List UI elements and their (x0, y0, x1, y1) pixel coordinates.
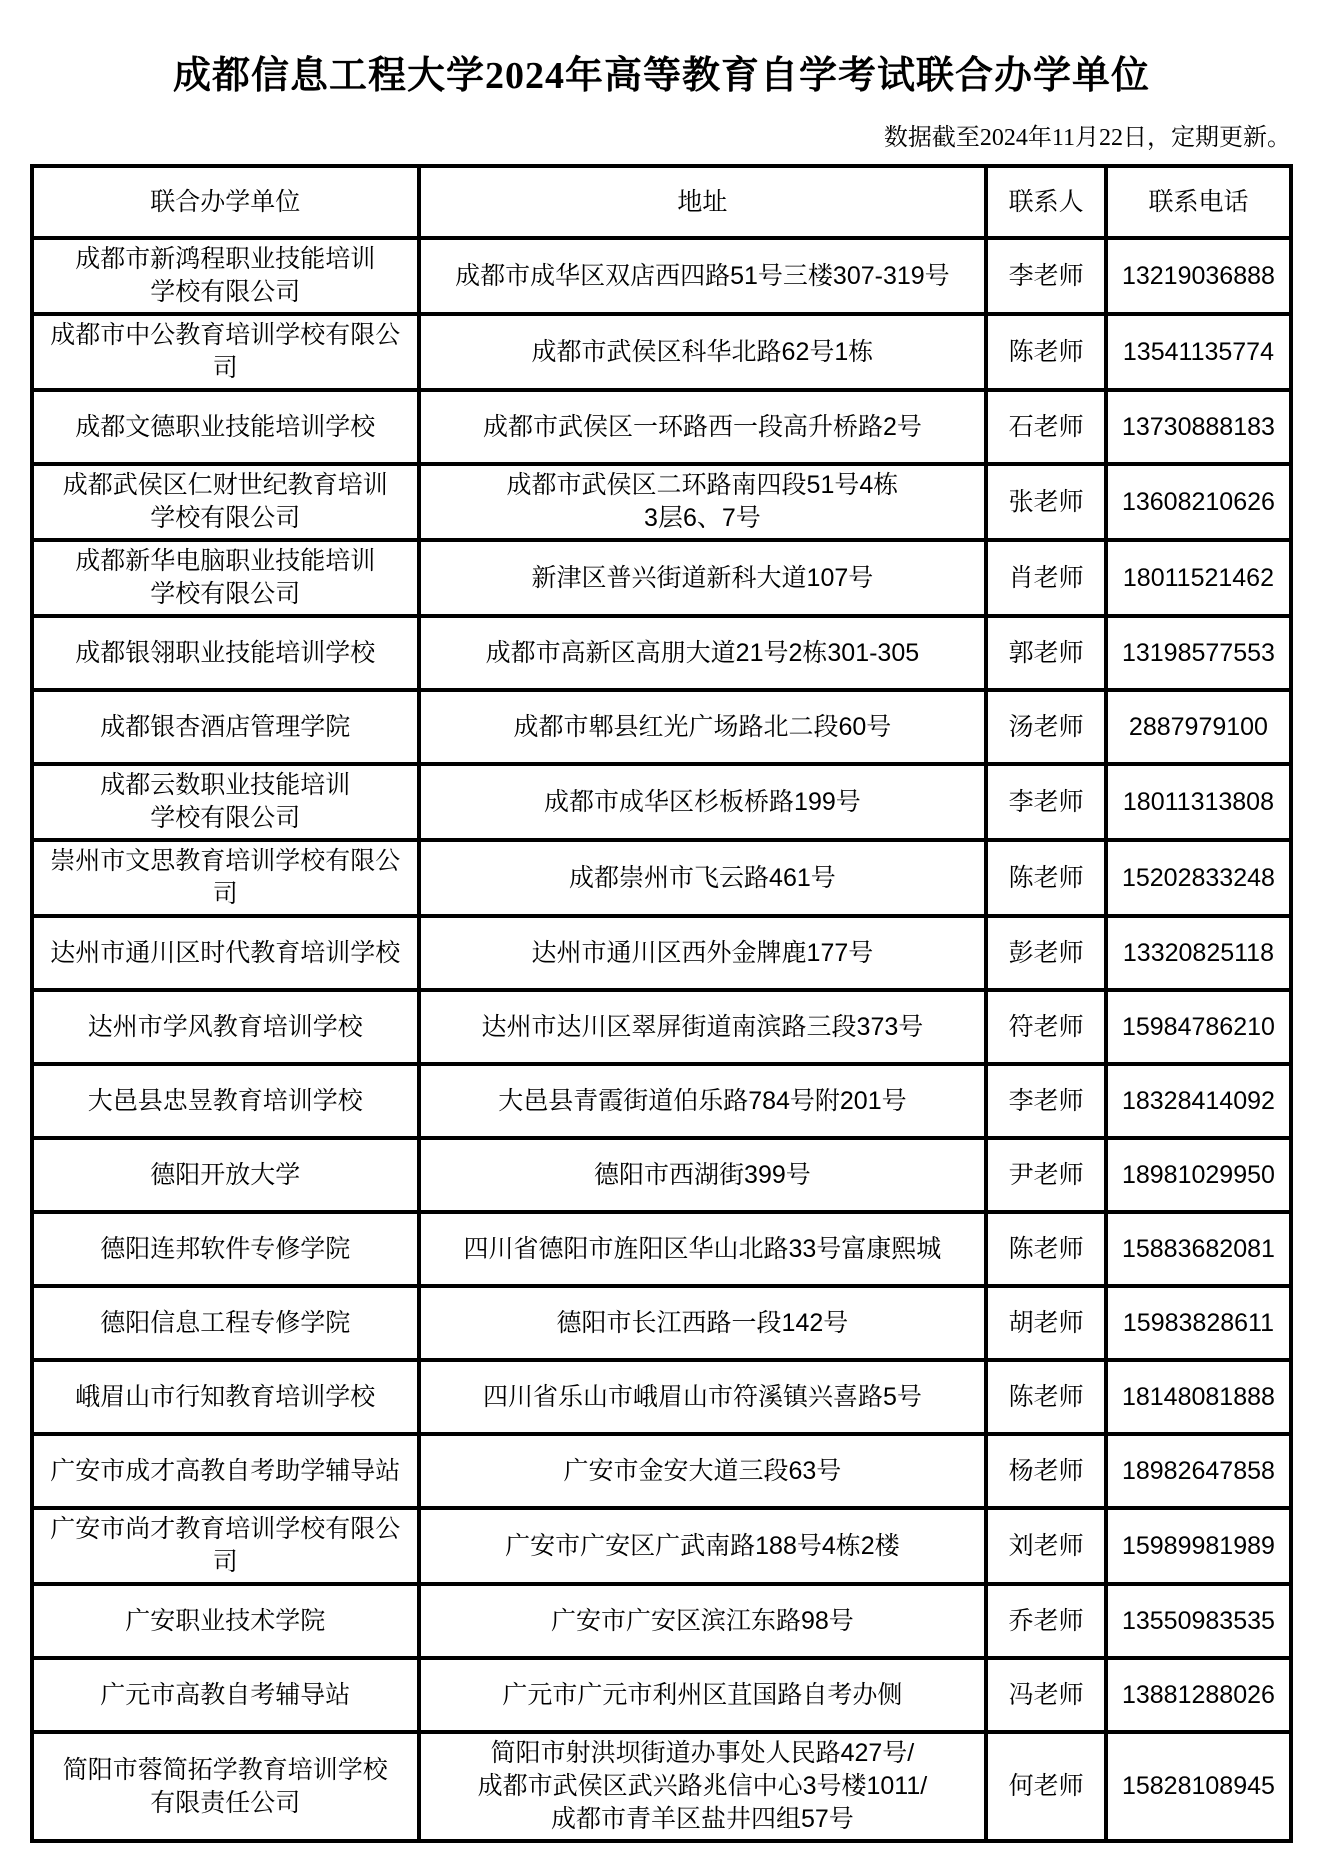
table-header-row (32, 166, 1291, 238)
unit-cell (32, 616, 419, 690)
table-row (32, 1064, 1291, 1138)
cell-line: 广安市尚才教育培训学校有限公司 (50, 1515, 401, 1576)
phone-cell: 2887979100 (1106, 690, 1291, 764)
contact-cell: 陈老师 (986, 314, 1106, 390)
cell-line: 学校有限公司 (150, 504, 301, 532)
cell-line: 简阳市蓉简拓学教育培训学校 (62, 1755, 388, 1784)
unit-cell (32, 1434, 419, 1508)
cell-line: 德阳市长江西路一段142号 (556, 1308, 849, 1337)
phone-cell: 13541135774 (1106, 314, 1291, 390)
phone-cell: 13320825118 (1106, 916, 1291, 990)
address-cell (419, 1138, 987, 1212)
address-cell (419, 1508, 987, 1584)
address-cell (419, 990, 987, 1064)
contact-cell: 何老师 (986, 1732, 1106, 1841)
cell-line: 德阳信息工程专修学院 (100, 1308, 351, 1337)
table-row (32, 1138, 1291, 1212)
contact-cell: 李老师 (986, 238, 1106, 314)
contact-cell: 李老师 (986, 764, 1106, 840)
table-row (32, 1360, 1291, 1434)
units-table (30, 164, 1293, 1843)
cell-line: 广安职业技术学院 (125, 1606, 326, 1635)
table-row (32, 916, 1291, 990)
address-cell (419, 390, 987, 464)
phone-cell: 15989981989 (1106, 1508, 1291, 1584)
table-body (32, 238, 1291, 1841)
address-cell (419, 1286, 987, 1360)
address-cell (419, 1732, 987, 1841)
contact-cell: 陈老师 (986, 840, 1106, 916)
unit-cell (32, 314, 419, 390)
table-row (32, 1732, 1291, 1841)
address-cell (419, 840, 987, 916)
phone-cell: 13219036888 (1106, 238, 1291, 314)
cell-line: 广安市广安区广武南路188号4栋2楼 (505, 1531, 900, 1560)
phone-cell: 15828108945 (1106, 1732, 1291, 1841)
phone-cell: 13198577553 (1106, 616, 1291, 690)
table-row (32, 690, 1291, 764)
phone-cell: 13608210626 (1106, 464, 1291, 540)
contact-cell: 肖老师 (986, 540, 1106, 616)
cell-line: 大邑县青霞街道伯乐路784号附201号 (498, 1086, 907, 1115)
cell-line: 广元市广元市利州区苴国路自考办侧 (502, 1680, 903, 1709)
table-row (32, 238, 1291, 314)
contact-cell: 陈老师 (986, 1212, 1106, 1286)
column-header-address: 地址 (419, 166, 987, 238)
unit-cell (32, 464, 419, 540)
cell-line: 四川省乐山市峨眉山市符溪镇兴喜路5号 (482, 1382, 922, 1411)
cell-line: 成都云数职业技能培训 (100, 771, 351, 799)
table-row (32, 764, 1291, 840)
cell-line: 成都市郫县红光广场路北二段60号 (513, 712, 892, 741)
table-row (32, 990, 1291, 1064)
cell-line: 达州市通川区西外金牌鹿177号 (531, 938, 874, 967)
cell-line: 成都市中公教育培训学校有限公司 (50, 321, 401, 382)
column-header-phone: 联系电话 (1106, 166, 1291, 238)
address-cell (419, 1212, 987, 1286)
cell-line: 成都银杏酒店管理学院 (100, 712, 351, 741)
cell-line: 成都市武侯区二环路南四段51号4栋 (506, 471, 899, 499)
unit-cell (32, 1212, 419, 1286)
table-row (32, 1286, 1291, 1360)
phone-cell: 18328414092 (1106, 1064, 1291, 1138)
address-cell (419, 464, 987, 540)
contact-cell: 乔老师 (986, 1584, 1106, 1658)
table-row (32, 1584, 1291, 1658)
cell-line: 达州市学风教育培训学校 (87, 1012, 363, 1041)
unit-cell (32, 764, 419, 840)
table-row (32, 616, 1291, 690)
cell-line: 成都武侯区仁财世纪教育培训 (62, 471, 388, 499)
cell-line: 成都市武侯区武兴路兆信中心3号楼1011/ (477, 1772, 928, 1800)
cell-line: 学校有限公司 (150, 278, 301, 306)
table-row (32, 1658, 1291, 1732)
cell-line: 成都市武侯区一环路西一段高升桥路2号 (482, 412, 922, 441)
contact-cell: 符老师 (986, 990, 1106, 1064)
address-cell (419, 764, 987, 840)
contact-cell: 冯老师 (986, 1658, 1106, 1732)
table-row (32, 314, 1291, 390)
address-cell (419, 916, 987, 990)
phone-cell: 18982647858 (1106, 1434, 1291, 1508)
cell-line: 德阳开放大学 (150, 1160, 301, 1189)
contact-cell: 陈老师 (986, 1360, 1106, 1434)
unit-cell (32, 1584, 419, 1658)
cell-line: 广元市高教自考辅导站 (100, 1680, 351, 1709)
phone-cell: 13881288026 (1106, 1658, 1291, 1732)
table-row (32, 464, 1291, 540)
unit-cell (32, 1064, 419, 1138)
contact-cell: 汤老师 (986, 690, 1106, 764)
table-row (32, 390, 1291, 464)
table-row (32, 1212, 1291, 1286)
phone-cell: 15883682081 (1106, 1212, 1291, 1286)
cell-line: 成都市成华区双店西四路51号三楼307-319号 (455, 261, 950, 290)
cell-line: 学校有限公司 (150, 580, 301, 608)
contact-cell: 胡老师 (986, 1286, 1106, 1360)
table-row (32, 1434, 1291, 1508)
cell-line: 简阳市射洪坝街道办事处人民路427号/ (490, 1739, 915, 1767)
phone-cell: 13730888183 (1106, 390, 1291, 464)
unit-cell (32, 390, 419, 464)
phone-cell: 18011521462 (1106, 540, 1291, 616)
phone-cell: 15984786210 (1106, 990, 1291, 1064)
table-row (32, 1508, 1291, 1584)
cell-line: 崇州市文思教育培训学校有限公司 (50, 847, 401, 908)
cell-line: 成都市成华区杉板桥路199号 (544, 787, 861, 816)
unit-cell (32, 238, 419, 314)
phone-cell: 18981029950 (1106, 1138, 1291, 1212)
column-header-contact: 联系人 (986, 166, 1106, 238)
cell-line: 德阳连邦软件专修学院 (100, 1234, 351, 1263)
cell-line: 有限责任公司 (150, 1788, 301, 1817)
phone-cell: 15202833248 (1106, 840, 1291, 916)
contact-cell: 李老师 (986, 1064, 1106, 1138)
cell-line: 成都市高新区高朋大道21号2栋301-305 (485, 638, 920, 667)
cell-line: 成都崇州市飞云路461号 (569, 863, 836, 892)
unit-cell (32, 840, 419, 916)
contact-cell: 石老师 (986, 390, 1106, 464)
address-cell (419, 314, 987, 390)
address-cell (419, 616, 987, 690)
unit-cell (32, 1286, 419, 1360)
cell-line: 成都银翎职业技能培训学校 (75, 638, 376, 667)
address-cell (419, 1360, 987, 1434)
cell-line: 峨眉山市行知教育培训学校 (75, 1382, 376, 1411)
address-cell (419, 1584, 987, 1658)
unit-cell (32, 540, 419, 616)
unit-cell (32, 690, 419, 764)
contact-cell: 尹老师 (986, 1138, 1106, 1212)
contact-cell: 刘老师 (986, 1508, 1106, 1584)
page-title: 成都信息工程大学2024年高等教育自学考试联合办学单位 (172, 55, 1150, 97)
phone-cell: 18148081888 (1106, 1360, 1291, 1434)
address-cell (419, 1658, 987, 1732)
cell-line: 四川省德阳市旌阳区华山北路33号富康熙城 (463, 1234, 942, 1263)
unit-cell (32, 1508, 419, 1584)
cell-line: 新津区普兴街道新科大道107号 (531, 563, 874, 592)
cell-line: 学校有限公司 (150, 804, 301, 832)
cell-line: 成都市武侯区科华北路62号1栋 (531, 337, 874, 366)
unit-cell (32, 916, 419, 990)
address-cell (419, 1064, 987, 1138)
cell-line: 达州市达川区翠屏街道南滨路三段373号 (481, 1012, 924, 1041)
phone-cell: 15983828611 (1106, 1286, 1291, 1360)
cell-line: 成都新华电脑职业技能培训 (75, 547, 376, 575)
cell-line: 达州市通川区时代教育培训学校 (50, 938, 401, 967)
phone-cell: 18011313808 (1106, 764, 1291, 840)
cell-line: 广安市成才高教自考助学辅导站 (50, 1456, 401, 1485)
address-cell (419, 238, 987, 314)
contact-cell: 郭老师 (986, 616, 1106, 690)
cell-line: 3层6、7号 (644, 504, 761, 532)
address-cell (419, 540, 987, 616)
unit-cell (32, 990, 419, 1064)
address-cell (419, 1434, 987, 1508)
unit-cell (32, 1138, 419, 1212)
unit-cell (32, 1658, 419, 1732)
phone-cell: 13550983535 (1106, 1584, 1291, 1658)
contact-cell: 杨老师 (986, 1434, 1106, 1508)
cell-line: 德阳市西湖街399号 (594, 1160, 811, 1189)
cell-line: 广安市金安大道三段63号 (563, 1456, 842, 1485)
contact-cell: 彭老师 (986, 916, 1106, 990)
contact-cell: 张老师 (986, 464, 1106, 540)
cell-line: 成都市青羊区盐井四组57号 (551, 1805, 854, 1833)
cell-line: 大邑县忠昱教育培训学校 (87, 1086, 363, 1115)
unit-cell (32, 1360, 419, 1434)
table-row (32, 540, 1291, 616)
column-header-unit: 联合办学单位 (32, 166, 419, 238)
address-cell (419, 690, 987, 764)
unit-cell (32, 1732, 419, 1841)
table-row (32, 840, 1291, 916)
update-note: 数据截至2024年11月22日，定期更新。 (883, 125, 1291, 151)
cell-line: 广安市广安区滨江东路98号 (551, 1606, 854, 1635)
cell-line: 成都市新鸿程职业技能培训 (75, 245, 376, 273)
cell-line: 成都文德职业技能培训学校 (75, 412, 376, 441)
